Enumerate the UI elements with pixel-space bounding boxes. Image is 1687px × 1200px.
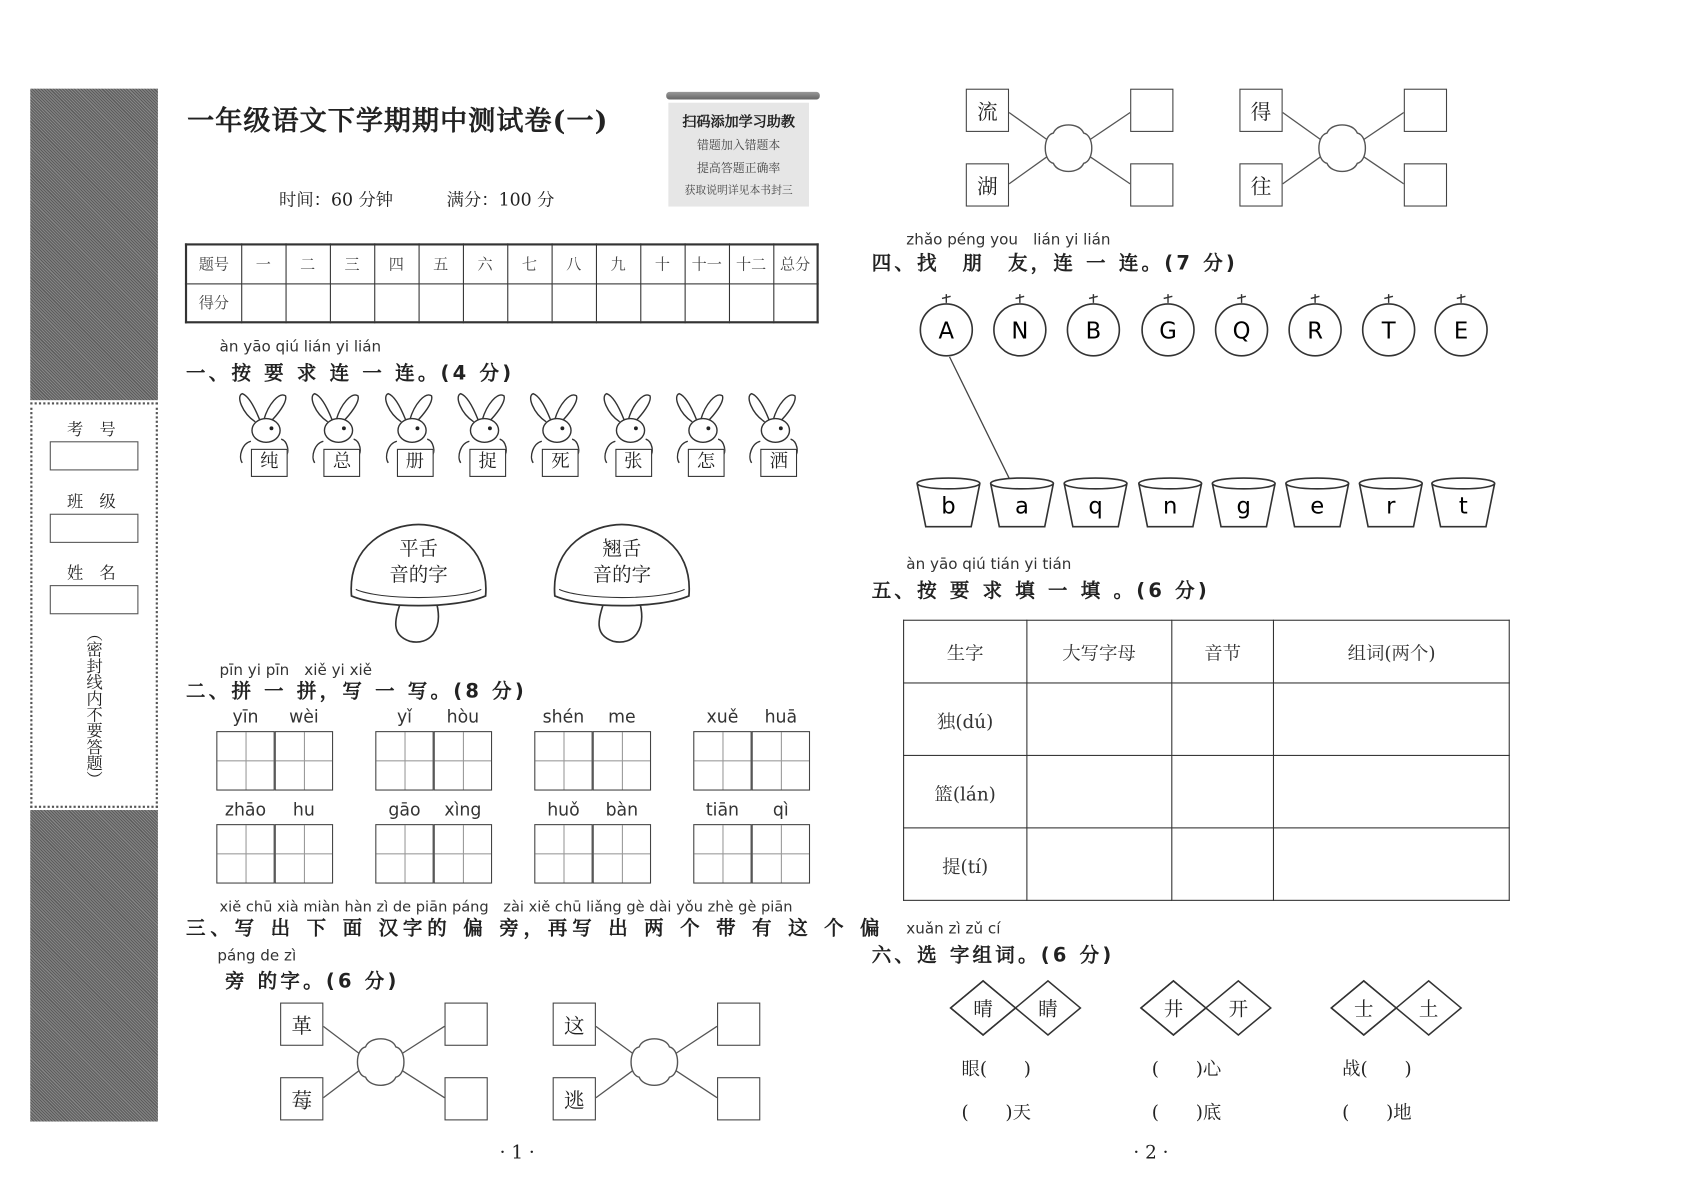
- s3-heading-2: 旁 的字。(6 分): [224, 970, 400, 993]
- score-header-cell: 总分: [773, 244, 817, 283]
- choice-char: 士: [1354, 998, 1374, 1021]
- writing-grid-cell[interactable]: [275, 731, 333, 790]
- s4-heading: 四、找 朋 友，连 一 连。(7 分): [871, 251, 1239, 275]
- cup-e[interactable]: [1286, 478, 1349, 527]
- apple-T[interactable]: [1363, 294, 1415, 356]
- s5-pinyin: àn yāo qiú tián yi tián: [906, 555, 1072, 574]
- apple-Q[interactable]: [1216, 294, 1268, 356]
- cloud-icon: [357, 1039, 404, 1086]
- cup-g[interactable]: [1212, 478, 1275, 527]
- s4-pinyin: zhǎo péng you lián yi lián: [906, 231, 1111, 249]
- fill-table-answer-cell[interactable]: [1274, 828, 1509, 900]
- s2-heading: 二、拼 一 拼，写 一 写。(8 分): [186, 680, 528, 703]
- apple-letter: T: [1381, 318, 1396, 345]
- word-blank[interactable]: 战( ): [1342, 1058, 1412, 1081]
- cloud-icon: [631, 1039, 678, 1086]
- fill-table-answer-cell[interactable]: [1027, 683, 1172, 755]
- fill-table-header: 组词(两个): [1274, 620, 1509, 683]
- cup-letter: t: [1458, 493, 1468, 520]
- bunny-card: [668, 392, 733, 481]
- answer-box[interactable]: [444, 1077, 487, 1120]
- writing-grid-cell[interactable]: [593, 824, 651, 883]
- score-header-cell: 五: [419, 244, 463, 283]
- grid-pinyin: bàn: [605, 799, 639, 820]
- fill-table-char: 独(dú): [904, 683, 1027, 755]
- fill-table-answer-cell[interactable]: [1027, 828, 1172, 900]
- qr-line-4: 获取说明详见本书封三: [684, 184, 793, 197]
- score-header-cell: 题号: [186, 244, 241, 283]
- score-header-cell: 三: [330, 244, 374, 283]
- cup-letter: b: [941, 493, 956, 520]
- fill-table-row: [904, 828, 1510, 900]
- bunny-char: 死: [542, 449, 579, 477]
- s3-pinyin-2: páng de zì: [217, 947, 297, 965]
- fill-table-answer-cell[interactable]: [1171, 755, 1274, 827]
- fill-table-row: [904, 683, 1510, 755]
- s1-pinyin: àn yāo qiú lián yi lián: [219, 338, 382, 356]
- grid-pinyin: qì: [772, 799, 789, 820]
- writing-grid-cell[interactable]: [593, 731, 651, 790]
- mushroom-label: 音的字: [389, 563, 448, 587]
- bunny-card: [595, 392, 660, 481]
- word-blank[interactable]: ( )天: [961, 1102, 1031, 1124]
- cup-letter: n: [1162, 493, 1178, 520]
- answer-box[interactable]: [1404, 89, 1447, 132]
- score-row-label: 得分: [186, 283, 241, 322]
- score-header-cell: 四: [374, 244, 418, 283]
- answer-box[interactable]: [1404, 163, 1447, 206]
- fill-table-answer-cell[interactable]: [1027, 755, 1172, 827]
- apple-R[interactable]: [1289, 294, 1341, 356]
- bunny-card: [523, 392, 588, 481]
- choice-char: 井: [1163, 998, 1184, 1021]
- writing-grid-cell[interactable]: [275, 824, 333, 883]
- page-title: 一年级语文下学期期中测试卷(一): [187, 104, 609, 137]
- grid-pinyin: me: [608, 706, 636, 727]
- writing-grid-cell[interactable]: [434, 731, 492, 790]
- writing-grid-cell[interactable]: [375, 731, 433, 790]
- bunny-char: 纯: [251, 449, 288, 477]
- qr-line-1: 扫码添加学习助教: [682, 114, 795, 131]
- word-blank[interactable]: 眼( ): [961, 1058, 1031, 1081]
- bunny-card: [741, 392, 806, 481]
- qr-line-2: 错题加入错题本: [697, 138, 781, 153]
- choice-char: 晴: [973, 998, 993, 1021]
- answer-box[interactable]: [1130, 89, 1173, 132]
- grid-pinyin: wèi: [289, 706, 319, 727]
- s3-heading-1: 三、写 出 下 面 汉字的 偏 旁，再写 出 两 个 带 有 这 个 偏: [186, 917, 885, 940]
- radical-source-char: 得: [1239, 89, 1282, 132]
- answer-box[interactable]: [717, 1077, 760, 1120]
- page-number-2: · 2 ·: [1133, 1142, 1169, 1164]
- bunny-char: 捉: [469, 449, 506, 477]
- grid-pinyin: hu: [292, 799, 315, 820]
- score-header-cell: 十一: [685, 244, 729, 283]
- fill-table-row: [904, 755, 1510, 827]
- writing-grid-cell[interactable]: [375, 824, 433, 883]
- apple-letter: N: [1011, 318, 1029, 345]
- radical-source-char: 莓: [280, 1077, 323, 1120]
- score-header-cell: 十: [640, 244, 684, 283]
- apple-letter: Q: [1232, 318, 1251, 345]
- word-blank[interactable]: ( )心: [1151, 1058, 1222, 1081]
- fill-table-header: 大写字母: [1027, 620, 1172, 683]
- radical-source-char: 湖: [966, 163, 1009, 206]
- mushroom-label: 翘舌: [602, 537, 642, 561]
- name-label: 姓 名: [67, 563, 116, 583]
- radical-source-char: 往: [1239, 163, 1282, 206]
- writing-grid-cell[interactable]: [693, 824, 751, 883]
- score-header-cell: 十二: [729, 244, 773, 283]
- radical-source-char: 这: [553, 1003, 596, 1046]
- apple-E[interactable]: [1435, 294, 1487, 356]
- apple-B[interactable]: [1067, 294, 1119, 356]
- grid-pinyin: zhāo: [224, 799, 267, 820]
- fill-table-answer-cell[interactable]: [1274, 683, 1509, 755]
- apple-letter: E: [1453, 318, 1469, 345]
- s1-heading: 一、按 要 求 连 一 连。(4 分): [186, 362, 515, 386]
- word-blank[interactable]: ( )地: [1342, 1102, 1412, 1124]
- writing-grid-cell[interactable]: [693, 731, 751, 790]
- apple-letter: R: [1307, 318, 1323, 345]
- full-score: 满分：100 分: [446, 189, 555, 210]
- fill-table-answer-cell[interactable]: [1171, 683, 1274, 755]
- page-number-1: · 1 ·: [499, 1142, 535, 1164]
- grid-pinyin: shén: [542, 706, 585, 727]
- bunny-card: [450, 392, 515, 481]
- s3-pinyin-1: xiě chū xià miàn hàn zì de piān páng zài xiě chū liǎng gè dài yǒu zhè gè piān: [219, 898, 793, 917]
- mushroom-retroflex[interactable]: [550, 522, 693, 646]
- s6-heading: 六、选 字组词。(6 分): [871, 944, 1115, 967]
- cup-q[interactable]: [1064, 478, 1127, 527]
- mushroom-label: 音的字: [592, 563, 652, 587]
- mushroom-flat[interactable]: [347, 522, 490, 646]
- apple-letter: B: [1085, 318, 1102, 345]
- s2-pinyin: pīn yi pīn xiě yi xiě: [219, 661, 373, 680]
- grid-pinyin: huā: [764, 706, 798, 727]
- bunny-char: 怎: [688, 449, 725, 477]
- cloud-icon: [1319, 125, 1366, 172]
- cup-a[interactable]: [991, 478, 1054, 527]
- qr-line-3: 提高答题正确率: [697, 161, 781, 176]
- fill-table-answer-cell[interactable]: [1274, 755, 1509, 827]
- answer-box[interactable]: [717, 1003, 760, 1046]
- cup-letter: g: [1236, 493, 1251, 520]
- cup-n[interactable]: [1139, 478, 1202, 527]
- score-header-cell: 一: [241, 244, 285, 283]
- writing-grid-cell[interactable]: [534, 824, 592, 883]
- seal-note: （密封线内不要答题）: [84, 625, 104, 788]
- cup-letter: e: [1310, 493, 1325, 520]
- apple-N[interactable]: [994, 294, 1046, 356]
- grid-pinyin: tiān: [705, 799, 740, 820]
- score-header-cell: 二: [286, 244, 330, 283]
- cup-b[interactable]: [917, 478, 980, 527]
- grid-pinyin: hòu: [446, 706, 480, 727]
- apple-G[interactable]: [1142, 294, 1194, 356]
- score-header-cell: 九: [596, 244, 640, 283]
- cup-letter: q: [1088, 493, 1103, 520]
- writing-grid-cell[interactable]: [752, 824, 810, 883]
- fill-table-char: 篮(lán): [904, 755, 1027, 827]
- radical-source-char: 流: [966, 89, 1009, 132]
- writing-grid-cell[interactable]: [752, 731, 810, 790]
- apple-letter: A: [938, 318, 955, 345]
- cloud-icon: [1045, 125, 1092, 172]
- s6-pinyin: xuǎn zì zǔ cí: [906, 920, 1001, 938]
- fill-table-answer-cell[interactable]: [1171, 828, 1274, 900]
- grid-pinyin: gāo: [388, 799, 421, 820]
- answer-box[interactable]: [444, 1003, 487, 1046]
- bunny-char: 洒: [760, 449, 797, 477]
- fill-table-header: 音节: [1171, 620, 1274, 683]
- bunny-char: 张: [615, 449, 652, 477]
- bunny-char: 总: [324, 449, 361, 477]
- cup-r[interactable]: [1359, 478, 1422, 527]
- writing-grid-cell[interactable]: [534, 731, 592, 790]
- fill-table-header: 生字: [904, 620, 1027, 683]
- apple-A[interactable]: [920, 294, 972, 356]
- radical-source-char: 革: [280, 1003, 323, 1046]
- grid-pinyin: xìng: [444, 799, 482, 820]
- radical-source-char: 逃: [553, 1077, 596, 1120]
- exam-no-label: 考 号: [67, 419, 116, 440]
- grid-pinyin: huǒ: [547, 799, 580, 820]
- grid-pinyin: xuě: [706, 706, 739, 727]
- score-header-cell: 六: [463, 244, 507, 283]
- writing-grid-cell[interactable]: [434, 824, 492, 883]
- mushroom-label: 平舌: [399, 537, 439, 561]
- choice-char: 开: [1228, 998, 1249, 1021]
- writing-grid-cell[interactable]: [216, 731, 274, 790]
- bunny-card: [231, 392, 296, 481]
- writing-grid-cell[interactable]: [216, 824, 274, 883]
- grid-pinyin: yǐ: [396, 706, 413, 727]
- bunny-card: [304, 392, 369, 481]
- apple-letter: G: [1159, 318, 1177, 345]
- fill-table-char: 提(tí): [904, 828, 1027, 900]
- choice-char: 土: [1418, 998, 1439, 1021]
- bunny-card: [377, 392, 442, 481]
- bunny-char: 册: [396, 449, 433, 477]
- cup-letter: a: [1015, 493, 1029, 520]
- word-blank[interactable]: ( )底: [1151, 1102, 1222, 1124]
- fill-table: [903, 620, 1510, 901]
- answer-box[interactable]: [1130, 163, 1173, 206]
- class-label: 班 级: [67, 492, 116, 512]
- score-header-cell: 八: [552, 244, 596, 283]
- s5-heading: 五、按 要 求 填 一 填 。(6 分): [871, 579, 1211, 603]
- grid-pinyin: yīn: [232, 706, 259, 727]
- score-header-cell: 七: [507, 244, 551, 283]
- choice-char: 睛: [1038, 998, 1058, 1021]
- time-limit: 时间：60 分钟: [279, 189, 394, 210]
- match-line: [950, 357, 1011, 480]
- cup-t[interactable]: [1432, 478, 1495, 527]
- cup-letter: r: [1386, 493, 1396, 520]
